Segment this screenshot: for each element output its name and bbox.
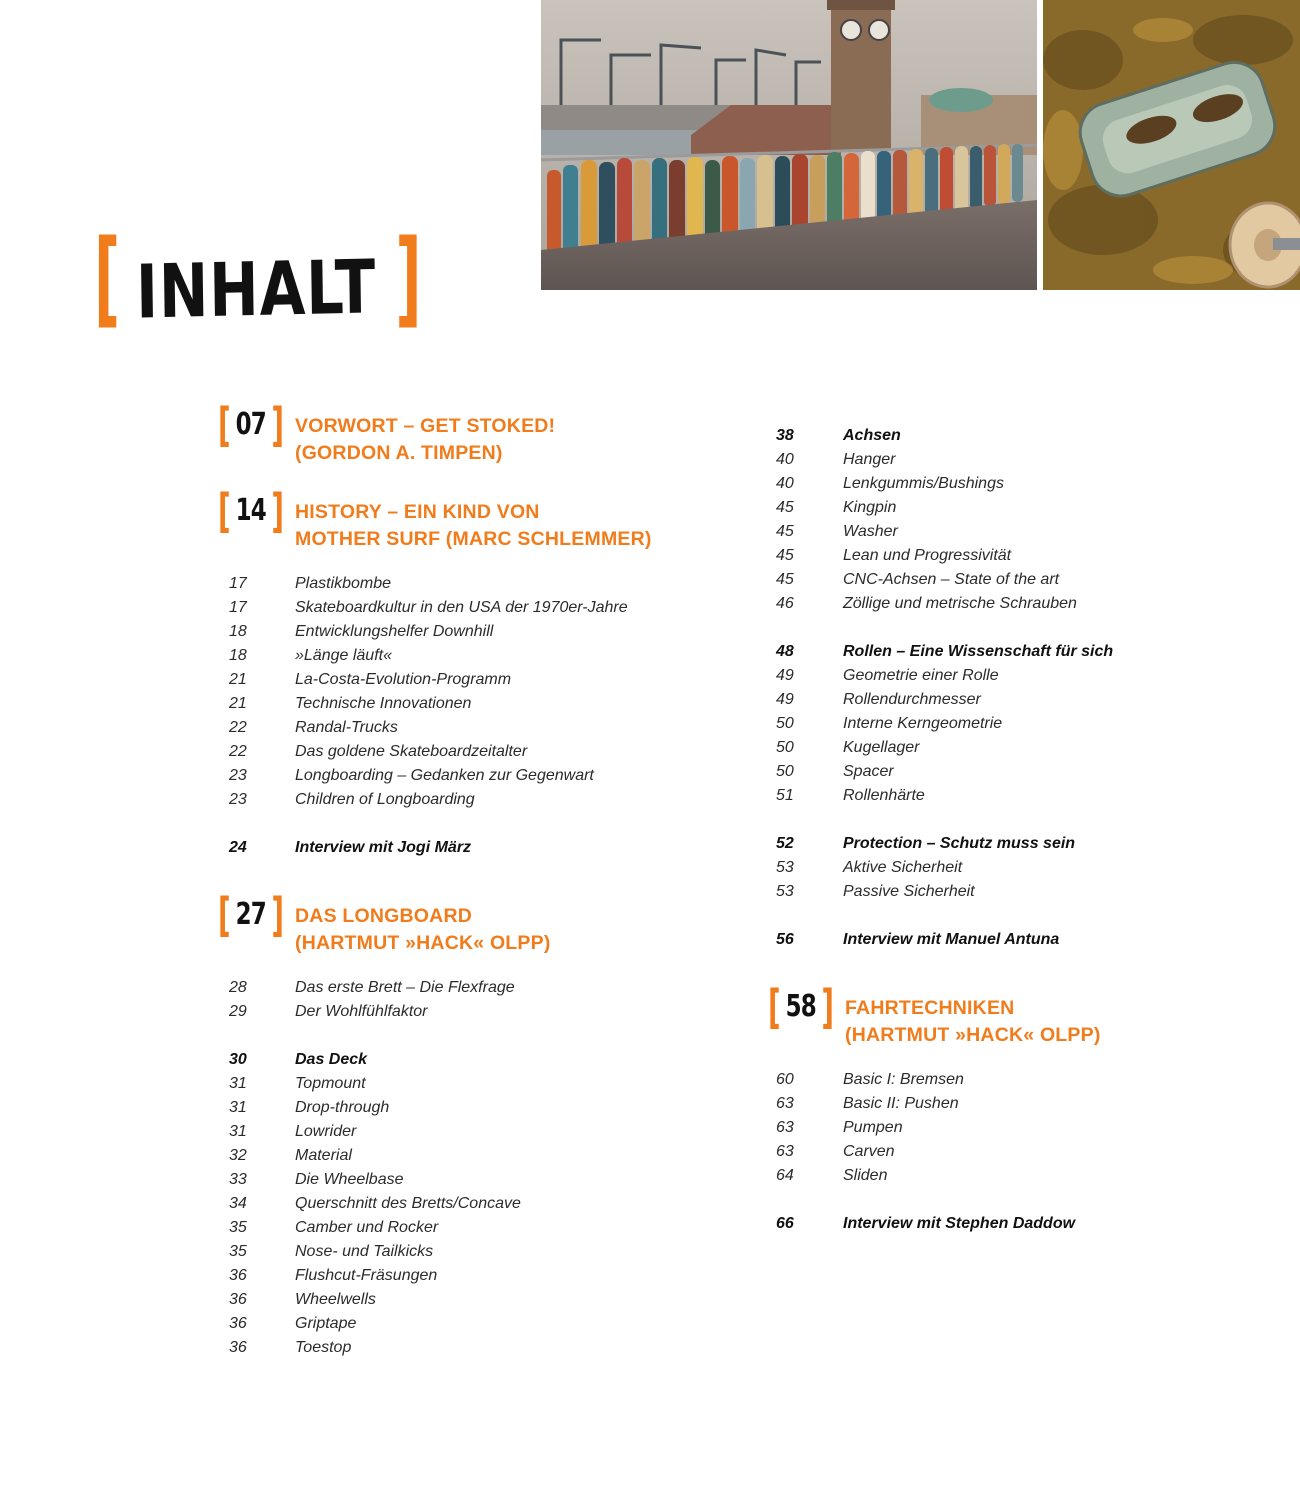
toc-entry[interactable] bbox=[210, 1264, 710, 1288]
toc-entry-title: Nose- und Tailkicks bbox=[295, 1243, 434, 1260]
toc-entry-title: La-Costa-Evolution-Programm bbox=[295, 671, 512, 688]
toc-entry-title: Hanger bbox=[843, 451, 896, 468]
toc-entry[interactable] bbox=[760, 736, 1280, 760]
toc-entry[interactable] bbox=[760, 568, 1280, 592]
toc-entry[interactable] bbox=[210, 1000, 710, 1024]
toc-entry-title: Skateboardkultur in den USA der 1970er-Jahre bbox=[295, 599, 628, 616]
toc-entry-page: 63 bbox=[776, 1119, 794, 1136]
chapter-number-14: [ 14 ] bbox=[218, 484, 284, 538]
toc-entry-page: 36 bbox=[229, 1291, 247, 1308]
toc-entry-page: 17 bbox=[229, 599, 247, 616]
toc-entry[interactable] bbox=[210, 788, 710, 812]
toc-entry-title: Kingpin bbox=[843, 499, 897, 516]
chapter-07[interactable] bbox=[210, 400, 710, 466]
toc-entry[interactable] bbox=[760, 760, 1280, 784]
harbor-longboards-photo bbox=[541, 0, 1037, 290]
rollen-heading-list bbox=[760, 640, 1280, 664]
toc-entry-page: 33 bbox=[229, 1171, 247, 1188]
longboard-gear-photo bbox=[1043, 0, 1300, 290]
toc-entry-title: Flushcut-Fräsungen bbox=[295, 1267, 438, 1284]
toc-entry[interactable] bbox=[210, 596, 710, 620]
toc-entry[interactable] bbox=[210, 692, 710, 716]
chapter-14[interactable] bbox=[210, 486, 710, 552]
longboard-entries bbox=[210, 976, 710, 1024]
toc-entry-page: 18 bbox=[229, 623, 247, 640]
toc-entry[interactable] bbox=[760, 520, 1280, 544]
toc-entry-page: 49 bbox=[776, 691, 794, 708]
toc-entry-page: 17 bbox=[229, 575, 247, 592]
toc-entry-page: 45 bbox=[776, 523, 794, 540]
toc-entry-page: 31 bbox=[229, 1123, 247, 1140]
toc-entry[interactable] bbox=[760, 1068, 1280, 1092]
toc-entry-page: 23 bbox=[229, 767, 247, 784]
toc-entry[interactable] bbox=[760, 784, 1280, 808]
toc-entry-title: Das erste Brett – Die Flexfrage bbox=[295, 979, 515, 996]
toc-entry-page: 63 bbox=[776, 1095, 794, 1112]
toc-right-column bbox=[760, 424, 1280, 1236]
toc-entry-interview-manuel[interactable]: 56 Interview mit Manuel Antuna bbox=[776, 931, 1060, 948]
toc-entry-title: Drop-through bbox=[295, 1099, 390, 1116]
toc-entry-title: Lenkgummis/Bushings bbox=[843, 475, 1004, 492]
title-bracket-close: ] bbox=[394, 217, 422, 339]
toc-entry[interactable] bbox=[210, 1072, 710, 1096]
toc-entry-page: 28 bbox=[229, 979, 247, 996]
toc-entry-title: Der Wohlfühlfaktor bbox=[295, 1003, 428, 1020]
toc-entry[interactable] bbox=[760, 592, 1280, 616]
chapter-title-58: FAHRTECHNIKEN (HARTMUT »HACK« OLPP) bbox=[845, 997, 1101, 1046]
toc-entry-page: 60 bbox=[776, 1071, 794, 1088]
chapter-number-27: [ 27 ] bbox=[218, 888, 284, 942]
chapter-title-07: VORWORT – GET STOKED! (GORDON A. TIMPEN) bbox=[295, 415, 556, 464]
toc-entry-page: 32 bbox=[229, 1147, 247, 1164]
toc-entry-title: Technische Innovationen bbox=[295, 695, 472, 712]
toc-entry-page: 29 bbox=[229, 1003, 247, 1020]
interview-manuel-list bbox=[760, 928, 1280, 952]
toc-entry-achsen[interactable]: 38 Achsen bbox=[776, 427, 901, 444]
toc-entry[interactable] bbox=[210, 1288, 710, 1312]
fahrtechniken-entries bbox=[760, 1068, 1280, 1188]
toc-entry-interview-jogi[interactable]: 24 Interview mit Jogi März bbox=[229, 839, 472, 856]
toc-entry-interview-stephen[interactable]: 66 Interview mit Stephen Daddow bbox=[776, 1215, 1076, 1232]
toc-entry[interactable] bbox=[210, 1216, 710, 1240]
toc-entry-page: 53 bbox=[776, 883, 794, 900]
toc-entry-page: 50 bbox=[776, 739, 794, 756]
toc-entry-deck[interactable]: 30 Das Deck bbox=[229, 1051, 368, 1068]
toc-entry-page: 46 bbox=[776, 595, 794, 612]
toc-entry-title: Lean und Progressivität bbox=[843, 547, 1012, 564]
toc-entry-page: 21 bbox=[229, 671, 247, 688]
toc-entry[interactable] bbox=[760, 688, 1280, 712]
toc-entry-title: Rollenhärte bbox=[843, 787, 925, 804]
toc-entry-title: CNC-Achsen – State of the art bbox=[843, 571, 1060, 588]
toc-entry-page: 22 bbox=[229, 719, 247, 736]
toc-entry-title: Plastikbombe bbox=[295, 575, 392, 592]
toc-entry-title: Longboarding – Gedanken zur Gegenwart bbox=[295, 767, 594, 784]
chapter-27[interactable] bbox=[210, 890, 710, 956]
history-entries bbox=[210, 572, 710, 812]
toc-entry[interactable] bbox=[210, 572, 710, 596]
toc-entry-title: Washer bbox=[843, 523, 898, 540]
toc-entry[interactable] bbox=[210, 1168, 710, 1192]
toc-entry-page: 53 bbox=[776, 859, 794, 876]
toc-entry-page: 34 bbox=[229, 1195, 247, 1212]
achsen-entries bbox=[760, 448, 1280, 616]
toc-entry-page: 36 bbox=[229, 1315, 247, 1332]
toc-entry-page: 64 bbox=[776, 1167, 794, 1184]
toc-entry[interactable] bbox=[210, 1240, 710, 1264]
toc-entry[interactable] bbox=[210, 1192, 710, 1216]
toc-entry-page: 35 bbox=[229, 1243, 247, 1260]
toc-entry-title: Rollendurchmesser bbox=[843, 691, 981, 708]
toc-entry[interactable] bbox=[760, 1140, 1280, 1164]
toc-entry[interactable] bbox=[760, 664, 1280, 688]
toc-entry-title: Material bbox=[295, 1147, 352, 1164]
toc-entry-page: 21 bbox=[229, 695, 247, 712]
toc-entry-page: 50 bbox=[776, 763, 794, 780]
toc-entry[interactable] bbox=[210, 1120, 710, 1144]
toc-entry-page: 45 bbox=[776, 547, 794, 564]
toc-entry-title: Griptape bbox=[295, 1315, 357, 1332]
toc-entry[interactable] bbox=[760, 712, 1280, 736]
toc-entry[interactable] bbox=[210, 764, 710, 788]
toc-entry-page: 35 bbox=[229, 1219, 247, 1236]
toc-entry[interactable] bbox=[210, 740, 710, 764]
toc-entry-title: Carven bbox=[843, 1143, 895, 1160]
achsen-heading-list bbox=[760, 424, 1280, 448]
toc-entry[interactable] bbox=[760, 880, 1280, 904]
toc-entry[interactable] bbox=[210, 716, 710, 740]
toc-entry-page: 18 bbox=[229, 647, 247, 664]
toc-entry[interactable] bbox=[210, 1144, 710, 1168]
toc-entry-page: 45 bbox=[776, 571, 794, 588]
rollen-entries bbox=[760, 664, 1280, 808]
toc-entry-title: Zöllige und metrische Schrauben bbox=[843, 595, 1077, 612]
toc-entry[interactable] bbox=[760, 1116, 1280, 1140]
toc-entry-title: Kugellager bbox=[843, 739, 920, 756]
toc-entry-title: Wheelwells bbox=[295, 1291, 376, 1308]
toc-entry-title: Das goldene Skateboardzeitalter bbox=[295, 743, 528, 760]
toc-entry-title: Lowrider bbox=[295, 1123, 357, 1140]
toc-entry-page: 40 bbox=[776, 475, 794, 492]
chapter-title-27: DAS LONGBOARD (HARTMUT »HACK« OLPP) bbox=[295, 905, 551, 954]
toc-entry-page: 31 bbox=[229, 1075, 247, 1092]
toc-entry-title: Basic II: Pushen bbox=[843, 1095, 959, 1112]
toc-entry[interactable] bbox=[210, 644, 710, 668]
chapter-title-14: HISTORY – EIN KIND VON MOTHER SURF (MARC SCHLEMMER) bbox=[295, 501, 652, 550]
page-title bbox=[94, 217, 422, 339]
toc-entry-rollen[interactable]: 48 Rollen – Eine Wissenschaft für sich bbox=[776, 643, 1114, 660]
toc-entry[interactable] bbox=[760, 496, 1280, 520]
toc-entry-page: 36 bbox=[229, 1267, 247, 1284]
toc-entry[interactable] bbox=[760, 1092, 1280, 1116]
toc-entry-title: Toestop bbox=[295, 1339, 352, 1356]
chapter-number-07: [ 07 ] bbox=[218, 398, 284, 452]
toc-entry-title: Children of Longboarding bbox=[295, 791, 475, 808]
toc-entry-page: 45 bbox=[776, 499, 794, 516]
protection-heading-list bbox=[760, 832, 1280, 856]
toc-entry-title: Pumpen bbox=[843, 1119, 903, 1136]
toc-entry[interactable] bbox=[210, 1336, 710, 1360]
toc-left-column bbox=[210, 400, 710, 1360]
toc-entry-page: 51 bbox=[776, 787, 794, 804]
interview-stephen-list bbox=[760, 1212, 1280, 1236]
toc-entry-title: Aktive Sicherheit bbox=[843, 859, 963, 876]
protection-entries bbox=[760, 856, 1280, 904]
toc-entry-page: 23 bbox=[229, 791, 247, 808]
toc-entry-page: 40 bbox=[776, 451, 794, 468]
toc-entry[interactable] bbox=[760, 544, 1280, 568]
title-word: INHALT bbox=[134, 244, 377, 336]
toc-entry-title: Entwicklungshelfer Downhill bbox=[295, 623, 494, 640]
toc-entry-page: 63 bbox=[776, 1143, 794, 1160]
toc-entry-page: 49 bbox=[776, 667, 794, 684]
toc-entry[interactable] bbox=[210, 668, 710, 692]
toc-entry-title: Randal-Trucks bbox=[295, 719, 398, 736]
toc-entry[interactable] bbox=[210, 976, 710, 1000]
toc-entry-title: Geometrie einer Rolle bbox=[843, 667, 999, 684]
toc-entry[interactable] bbox=[760, 472, 1280, 496]
toc-entry-title: Camber und Rocker bbox=[295, 1219, 439, 1236]
deck-entries bbox=[210, 1072, 710, 1360]
toc-entry[interactable] bbox=[760, 856, 1280, 880]
toc-entry-title: Interne Kerngeometrie bbox=[843, 715, 1003, 732]
toc-entry-title: Basic I: Bremsen bbox=[843, 1071, 964, 1088]
toc-entry-page: 50 bbox=[776, 715, 794, 732]
toc-entry-protection[interactable]: 52 Protection – Schutz muss sein bbox=[776, 835, 1076, 852]
toc-entry-title: Passive Sicherheit bbox=[843, 883, 975, 900]
toc-entry-page: 36 bbox=[229, 1339, 247, 1356]
toc-entry-title: Spacer bbox=[843, 763, 894, 780]
toc-entry-page: 22 bbox=[229, 743, 247, 760]
toc-entry-title: Topmount bbox=[295, 1075, 366, 1092]
toc-entry[interactable] bbox=[210, 620, 710, 644]
toc-entry-page: 31 bbox=[229, 1099, 247, 1116]
toc-entry[interactable] bbox=[210, 1096, 710, 1120]
toc-entry-title: Querschnitt des Bretts/Concave bbox=[295, 1195, 521, 1212]
toc-entry[interactable] bbox=[760, 448, 1280, 472]
interview-entry-list bbox=[210, 836, 710, 860]
toc-entry[interactable] bbox=[210, 1312, 710, 1336]
toc-entry[interactable] bbox=[760, 1164, 1280, 1188]
toc-entry-title: Die Wheelbase bbox=[295, 1171, 404, 1188]
deck-heading-list bbox=[210, 1048, 710, 1072]
chapter-number-58: [ 58 ] bbox=[768, 980, 834, 1034]
toc-entry-title: Sliden bbox=[843, 1167, 888, 1184]
title-bracket-open: [ bbox=[94, 217, 121, 339]
chapter-58[interactable] bbox=[760, 982, 1280, 1048]
toc-entry-title: »Länge läuft« bbox=[295, 647, 392, 664]
